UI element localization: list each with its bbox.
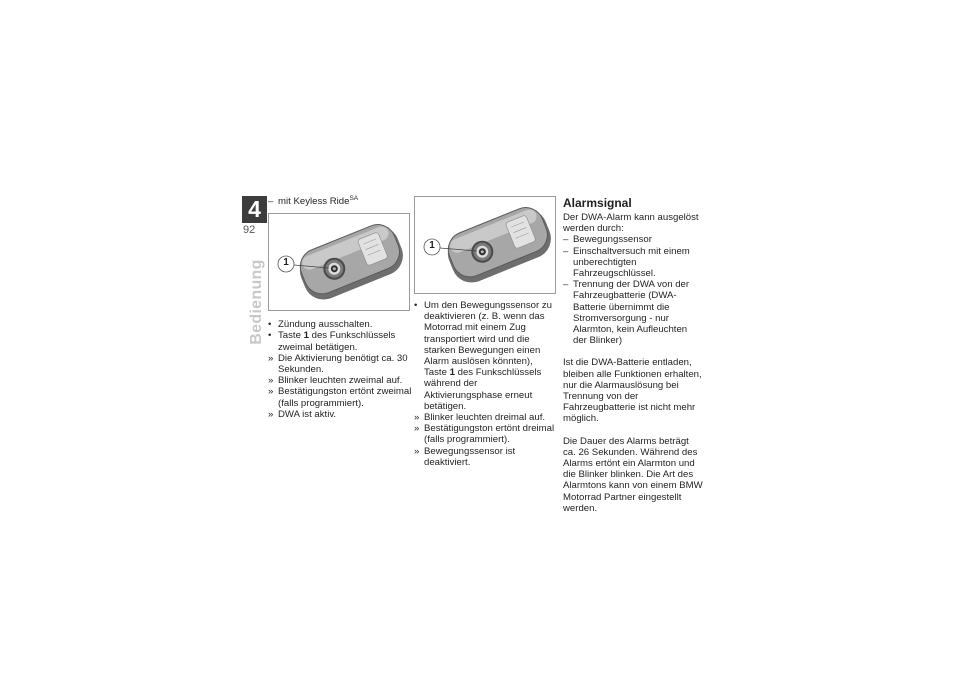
figure-callout-1: 1 bbox=[429, 240, 435, 251]
column-left bbox=[268, 196, 413, 420]
section-heading: Alarmsignal bbox=[563, 196, 632, 210]
figure-callout-1: 1 bbox=[283, 257, 289, 269]
button-ref: 1 bbox=[449, 367, 455, 379]
steps-list bbox=[414, 300, 556, 468]
key-fob-figure bbox=[268, 213, 410, 311]
step-item: • Zündung ausschalten. bbox=[268, 319, 373, 331]
step-item: » Bestätigungston ertönt dreimal (falls programmiert). bbox=[414, 423, 555, 446]
paragraph-duration: Die Dauer des Alarms beträgt ca. 26 Sekunden. Während des Alarms ertönt ein Alarmton und die Blinker blinken. Die Art des Alarmtons kann von einem BMW Motorrad Partner eingestellt werden. bbox=[563, 435, 703, 514]
step-item: » Bestätigungston ertönt zweimal (falls programmiert). bbox=[268, 386, 412, 409]
alarm-causes-list bbox=[563, 234, 703, 346]
option-line bbox=[268, 196, 413, 207]
column-right bbox=[563, 196, 703, 514]
step-item: » Die Aktivierung benötigt ca. 30 Sekunden. bbox=[268, 352, 408, 376]
button-ref: 1 bbox=[303, 330, 309, 342]
steps-list bbox=[268, 319, 413, 420]
list-item: – Bewegungssensor bbox=[563, 234, 703, 245]
step-item: » DWA ist aktiv. bbox=[268, 408, 337, 420]
step-item: » Blinker leuchten dreimal auf. bbox=[414, 412, 546, 424]
step-item: • Taste 1 des Funkschlüssels zweimal betätigen. bbox=[268, 330, 396, 353]
step-item: » Bewegungssensor ist deaktiviert. bbox=[414, 445, 516, 468]
step-item: » Blinker leuchten zweimal auf. bbox=[268, 375, 403, 387]
key-fob-figure bbox=[414, 196, 556, 294]
option-superscript: SA bbox=[349, 194, 359, 202]
column-middle bbox=[414, 196, 556, 468]
paragraph-battery: Ist die DWA-Batterie entladen, bleiben alle Funktionen erhalten, nur die Alarmauslösung bei Trennung von der Fahrzeugbatterie ist nicht mehr möglich. bbox=[563, 357, 702, 425]
page-number: 92 bbox=[243, 224, 256, 236]
list-item: – Trennung der DWA von der Fahrzeugbatterie (DWA-Batterie übernimmt die Stromversorgung - nur Alarmton, kein Aufleuchten der Blinker) bbox=[563, 279, 703, 346]
chapter-number-tab: 4 bbox=[242, 196, 267, 223]
option-text: mit Keyless Ride bbox=[278, 196, 350, 207]
list-item: – Einschaltversuch mit einem unberechtigten Fahrzeugschlüssel. bbox=[563, 246, 703, 280]
intro-text: Der DWA-Alarm kann ausgelöst werden durch: bbox=[563, 212, 699, 235]
step-item: • Um den Bewegungssensor zu deaktivieren (z. B. wenn das Motorrad mit einem Zug transportiert wird und die starken Bewegungen einen Alarm auslösen könnten), Taste 1 des Funkschlüssels während der Aktivierungsphase erneut betätigen. bbox=[414, 300, 552, 412]
chapter-title: Bedienung bbox=[248, 259, 265, 345]
